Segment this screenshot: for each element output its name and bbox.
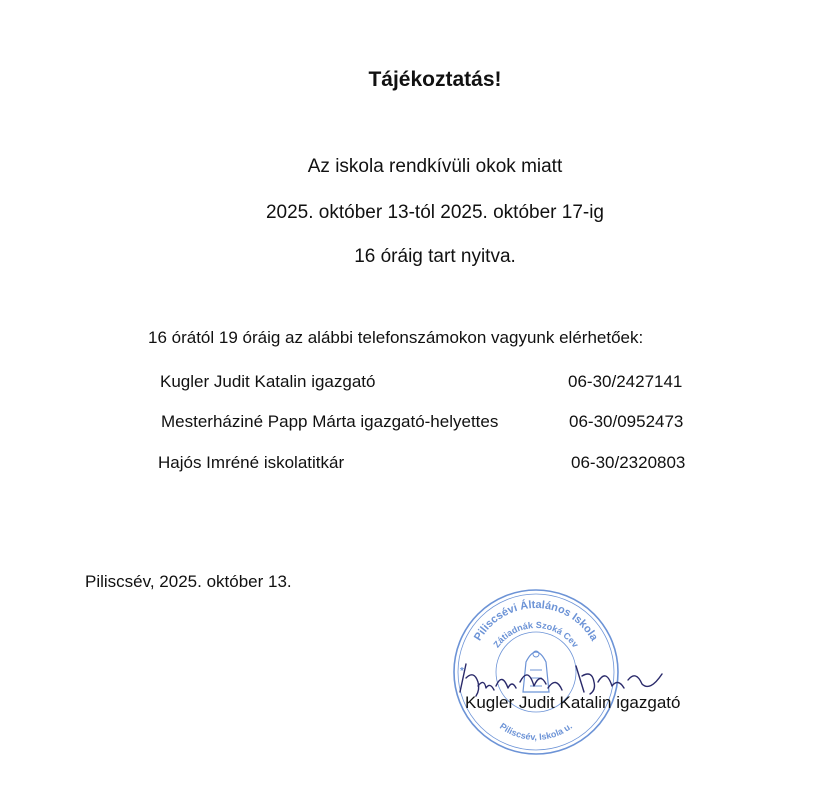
notice-line-3: 16 óráig tart nyitva. (354, 246, 516, 267)
place-date: Piliscsév, 2025. október 13. (85, 572, 292, 591)
svg-text:Piliscsév, Iskola u. (498, 721, 574, 742)
svg-text:*: * (460, 666, 464, 677)
contact-phone: 06-30/2320803 (571, 453, 686, 472)
contact-name: Kugler Judit Katalin igazgató (160, 372, 376, 391)
notice-line-1: Az iskola rendkívüli okok miatt (307, 156, 563, 177)
stamp-text-middle: Zátiadnák Szoká Cev (491, 619, 581, 650)
contact-intro: 16 órától 19 óráig az alábbi telefonszámokon vagyunk elérhetőek: (148, 328, 644, 347)
contact-name: Hajós Imréné iskolatitkár (158, 453, 345, 472)
contact-phone: 06-30/2427141 (568, 372, 683, 391)
contact-name: Mesterháziné Papp Márta igazgató-helyettes (161, 412, 499, 431)
svg-text:Zátiadnák Szoká Cev (491, 620, 580, 650)
signer-name: Kugler Judit Katalin igazgató (465, 693, 681, 712)
contact-phone: 06-30/0952473 (569, 412, 684, 431)
document-title: Tájékoztatás! (368, 68, 502, 91)
stamp-text-bottom: Piliscsév, Iskola u. (498, 720, 574, 743)
notice-line-2: 2025. október 13-tól 2025. október 17-ig (265, 202, 604, 223)
stamp-text-top: Piliscsévi Általános Iskola (472, 598, 601, 644)
